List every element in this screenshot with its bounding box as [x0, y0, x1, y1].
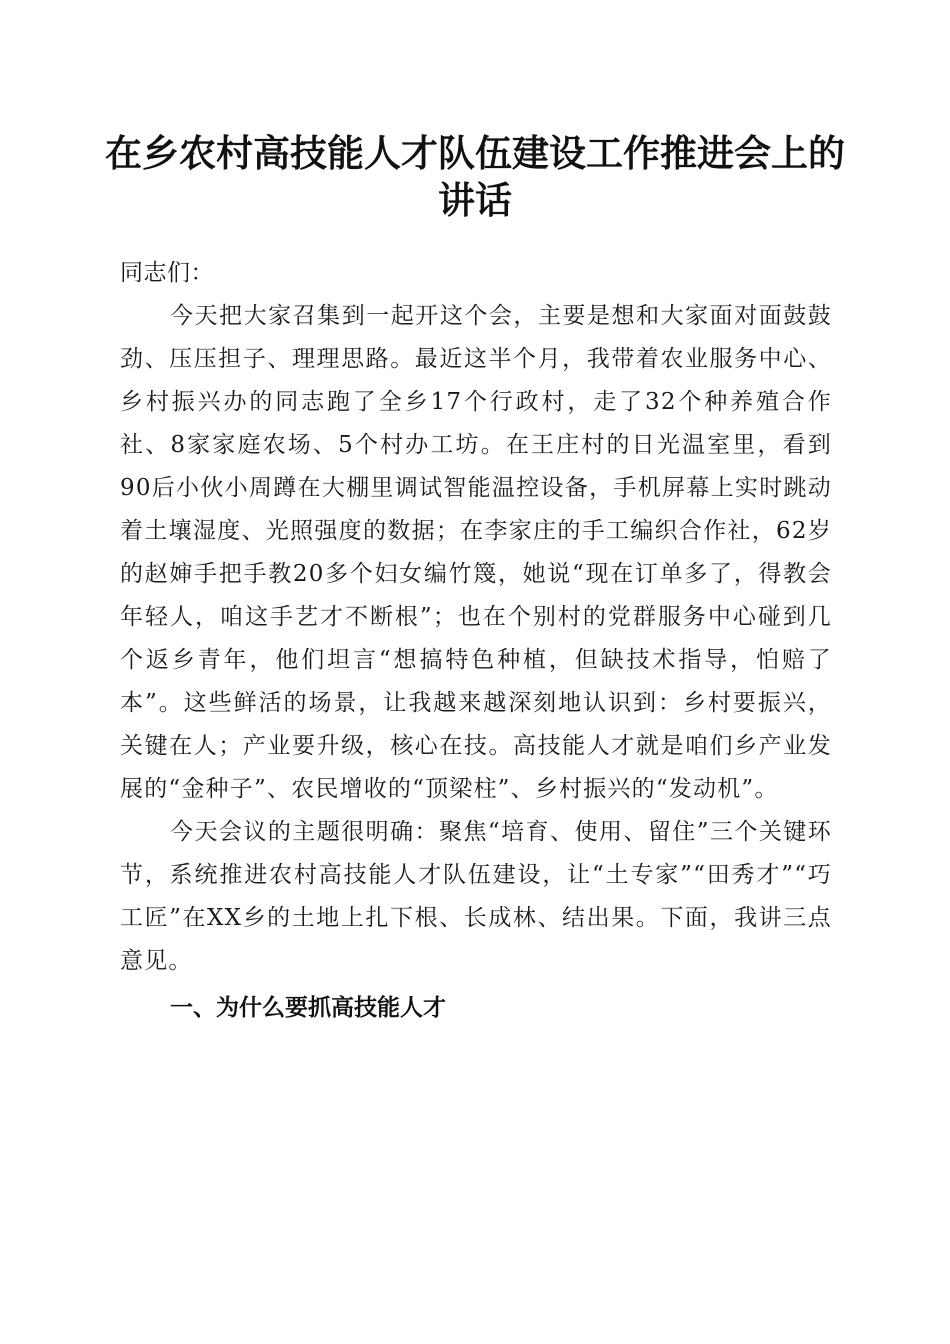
title-line-2: 讲话 [438, 178, 512, 222]
paragraph-intro: 今天把大家召集到一起开这个会，主要是想和大家面对面鼓鼓劲、压压担子、理理思路。最近这半个月，我带着农业服务中心、乡村振兴办的同志跑了全乡17个行政村，走了32个种养殖合作社、8家家庭农场、5个村办工坊。在王庄村的日光温室里，看到90后小伙小周蹲在大棚里调试智能温控设备，手机屏幕上实时跳动着土壤湿度、光照强度的数据；在李家庄的手工编织合作社，62岁的赵婶手把手教20多个妇女编竹篾，她说“现在订单多了，得教会年轻人，咱这手艺才不断根”；也在个别村的党群服务中心碰到几个返乡青年，他们坦言“想搞特色种植，但缺技术指导，怕赔了本”。这些鲜活的场景，让我越来越深刻地认识到：乡村要振兴，关键在人；产业要升级，核心在技。高技能人才就是咱们乡产业发展的“金种子”、农民增收的“顶梁柱”、乡村振兴的“发动机”。 [120, 303, 832, 802]
document-title [100, 130, 850, 224]
paragraph-theme: 今天会议的主题很明确：聚焦“培育、使用、留住”三个关键环节，系统推进农村高技能人才队伍建设，让“土专家”“田秀才”“巧工匠”在XX乡的土地上扎下根、长成林、结出果。下面，我讲三点意见。 [120, 819, 832, 974]
title-line-1: 在乡农村高技能人才队伍建设工作推进会上的 [105, 131, 845, 175]
section-heading-one: 一、为什么要抓高技能人才 [170, 995, 446, 1021]
document-body [120, 252, 832, 1033]
salutation: 同志们： [120, 260, 214, 286]
